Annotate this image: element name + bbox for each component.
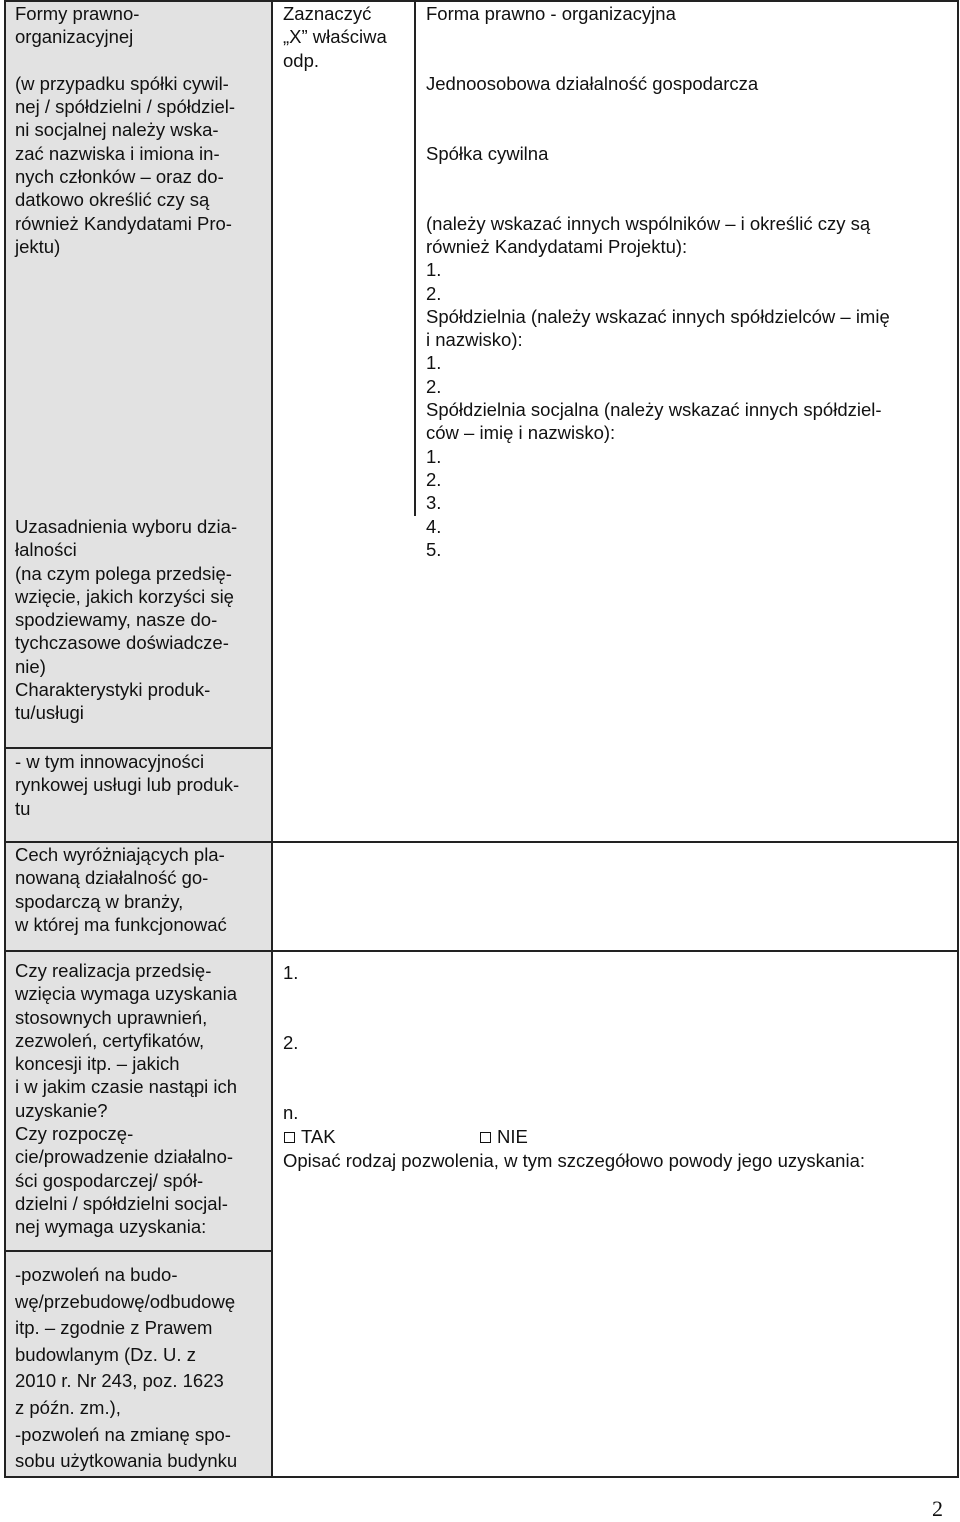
tak-checkbox[interactable]: [284, 1132, 295, 1143]
column-divider-1: [271, 0, 273, 1478]
option-spolka-cywilna: Spółka cywilna: [426, 142, 549, 164]
innowacyjnosc-label: - w tym innowacyjności rynkowej usługi lub produk- tu: [15, 751, 240, 819]
rozpoczecie-label: Czy rozpoczę- cie/prowadzenie działalno- ści gospodarczej/ spół- dzielni / spółdzielni socjal- nej wymaga uzyskania:: [15, 1123, 234, 1238]
cechy-label: Cech wyróżniających pla- nowaną działalność go- spodarczą w branży, w której ma funkcjonować: [15, 844, 227, 935]
forma-label: Formy prawno- organizacyjnej (w przypadku spółki cywil- nej / spółdzielni / spółdziel- ni socjalnej należy wska- zać nazwiska i imiona in- nych członków – oraz do- datkowo określić czy są również Kandydatami Pro- jektu): [15, 3, 236, 257]
tak-label: TAK: [301, 1126, 336, 1147]
option-header: Forma prawno - organizacyjna: [426, 3, 676, 24]
uzasadnienie-label: Uzasadnienia wyboru dzia- łalności (na czym polega przedsię- wzięcie, jakich korzyści się spodziewamy, nasze do- tychczasowe doświadcze- nie) Charakterystyki produk- tu/usługi: [15, 516, 238, 724]
permission-description: Opisać rodzaj pozwolenia, w tym szczegółowo powody jego uzyskania:: [283, 1150, 866, 1171]
table-border-left: [4, 0, 6, 1478]
tak-option[interactable]: [283, 1125, 336, 1148]
uprawnienia-label: Czy realizacja przedsię- wzięcia wymaga uzyskania stosownych uprawnień, zezwoleń, certyfikatów, koncesji itp. – jakich i w jakim czasie nastąpi ich uzyskanie?: [15, 960, 238, 1121]
option-spoldzielnia: Spółdzielnia (należy wskazać innych spółdzielców – imię: [426, 305, 890, 327]
page-number: 2: [932, 1496, 943, 1521]
option-jednoosobowa: Jednoosobowa działalność gospodarcza: [426, 72, 759, 94]
uprawnienia-list: 1. 2. n.: [283, 962, 299, 1123]
nie-label: NIE: [497, 1126, 528, 1147]
forma-options-list: Forma prawno - organizacyjna Jednoosobowa działalność gospodarcza Spółka cywilna (należy wskazać innych wspólników – i określić czy są również Kandydatami Projektu): 1. 2. Spółdzielnia (należy wskazać innych spółdzielców – imię i nazwisko): 1. 2. Spółdzielnia socjalna (należy wskazać innych spółdziel- ców – imię i nazwisko): 1. 2. 3. 4. 5.: [426, 3, 890, 560]
option-spoldzielnia-socjalna: Spółdzielnia socjalna (należy wskazać innych spółdziel-: [426, 399, 882, 421]
table-border-right: [957, 0, 959, 1478]
column-divider-2: [414, 0, 416, 516]
row-divider-uprawnienia: [4, 950, 959, 952]
row-divider-innowacyjnosc: [4, 747, 273, 749]
nie-option[interactable]: [479, 1125, 528, 1148]
zaznaczyc-header: Zaznaczyć „X” właściwa odp.: [283, 3, 387, 71]
nie-checkbox[interactable]: [480, 1132, 491, 1143]
table-border-bottom: [4, 1476, 959, 1478]
pozwolenia-label: -pozwoleń na budo- wę/przebudowę/odbudowę itp. – zgodnie z Prawem budowlanym (Dz. U. z 2010 r. Nr 243, poz. 1623 z późn. zm.), -pozwoleń na zmianę spo- sobu użytkowania budynku: [15, 1264, 238, 1472]
row-divider-pozwolenia: [4, 1250, 273, 1252]
